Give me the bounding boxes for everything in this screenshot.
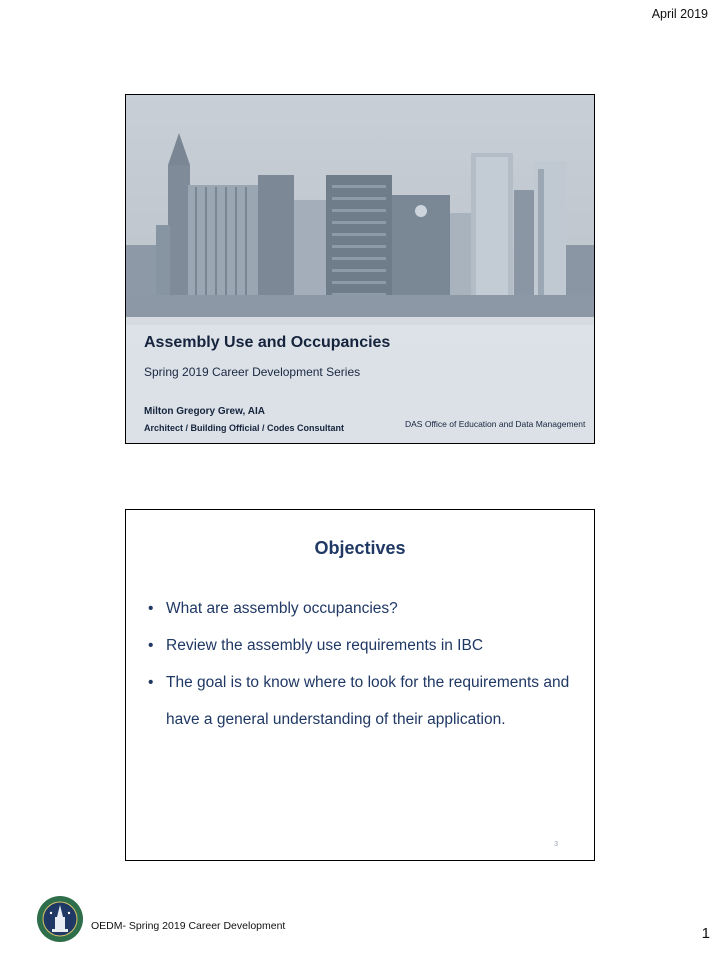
objectives-list	[148, 590, 578, 738]
state-seal-logo	[36, 895, 84, 943]
presenter-role: Architect / Building Official / Codes Consultant	[144, 423, 345, 433]
list-item	[148, 590, 578, 627]
list-item-text: Review the assembly use requirements in IBC	[166, 637, 484, 654]
slide-subtitle: Spring 2019 Career Development Series	[144, 365, 361, 379]
header-date: April 2019	[651, 7, 708, 21]
slide-number: 3	[554, 841, 558, 848]
list-item-text: The goal is to know where to look for the requirements and have a general understanding of their application.	[166, 674, 570, 728]
bullet-icon: •	[148, 600, 154, 617]
title-slide	[125, 94, 595, 444]
list-item	[148, 664, 578, 738]
presenter-name: Milton Gregory Grew, AIA	[144, 406, 265, 417]
organization-name: DAS Office of Education and Data Management	[405, 419, 586, 429]
list-item-text: What are assembly occupancies?	[166, 600, 398, 617]
footer-text: OEDM- Spring 2019 Career Development	[91, 920, 286, 932]
bullet-icon: •	[148, 674, 154, 691]
page-number: 1	[701, 925, 710, 942]
bullet-icon: •	[148, 637, 154, 654]
objectives-slide	[125, 509, 595, 861]
objectives-title: Objectives	[314, 538, 406, 558]
slide-title: Assembly Use and Occupancies	[144, 334, 391, 351]
list-item	[148, 627, 578, 664]
